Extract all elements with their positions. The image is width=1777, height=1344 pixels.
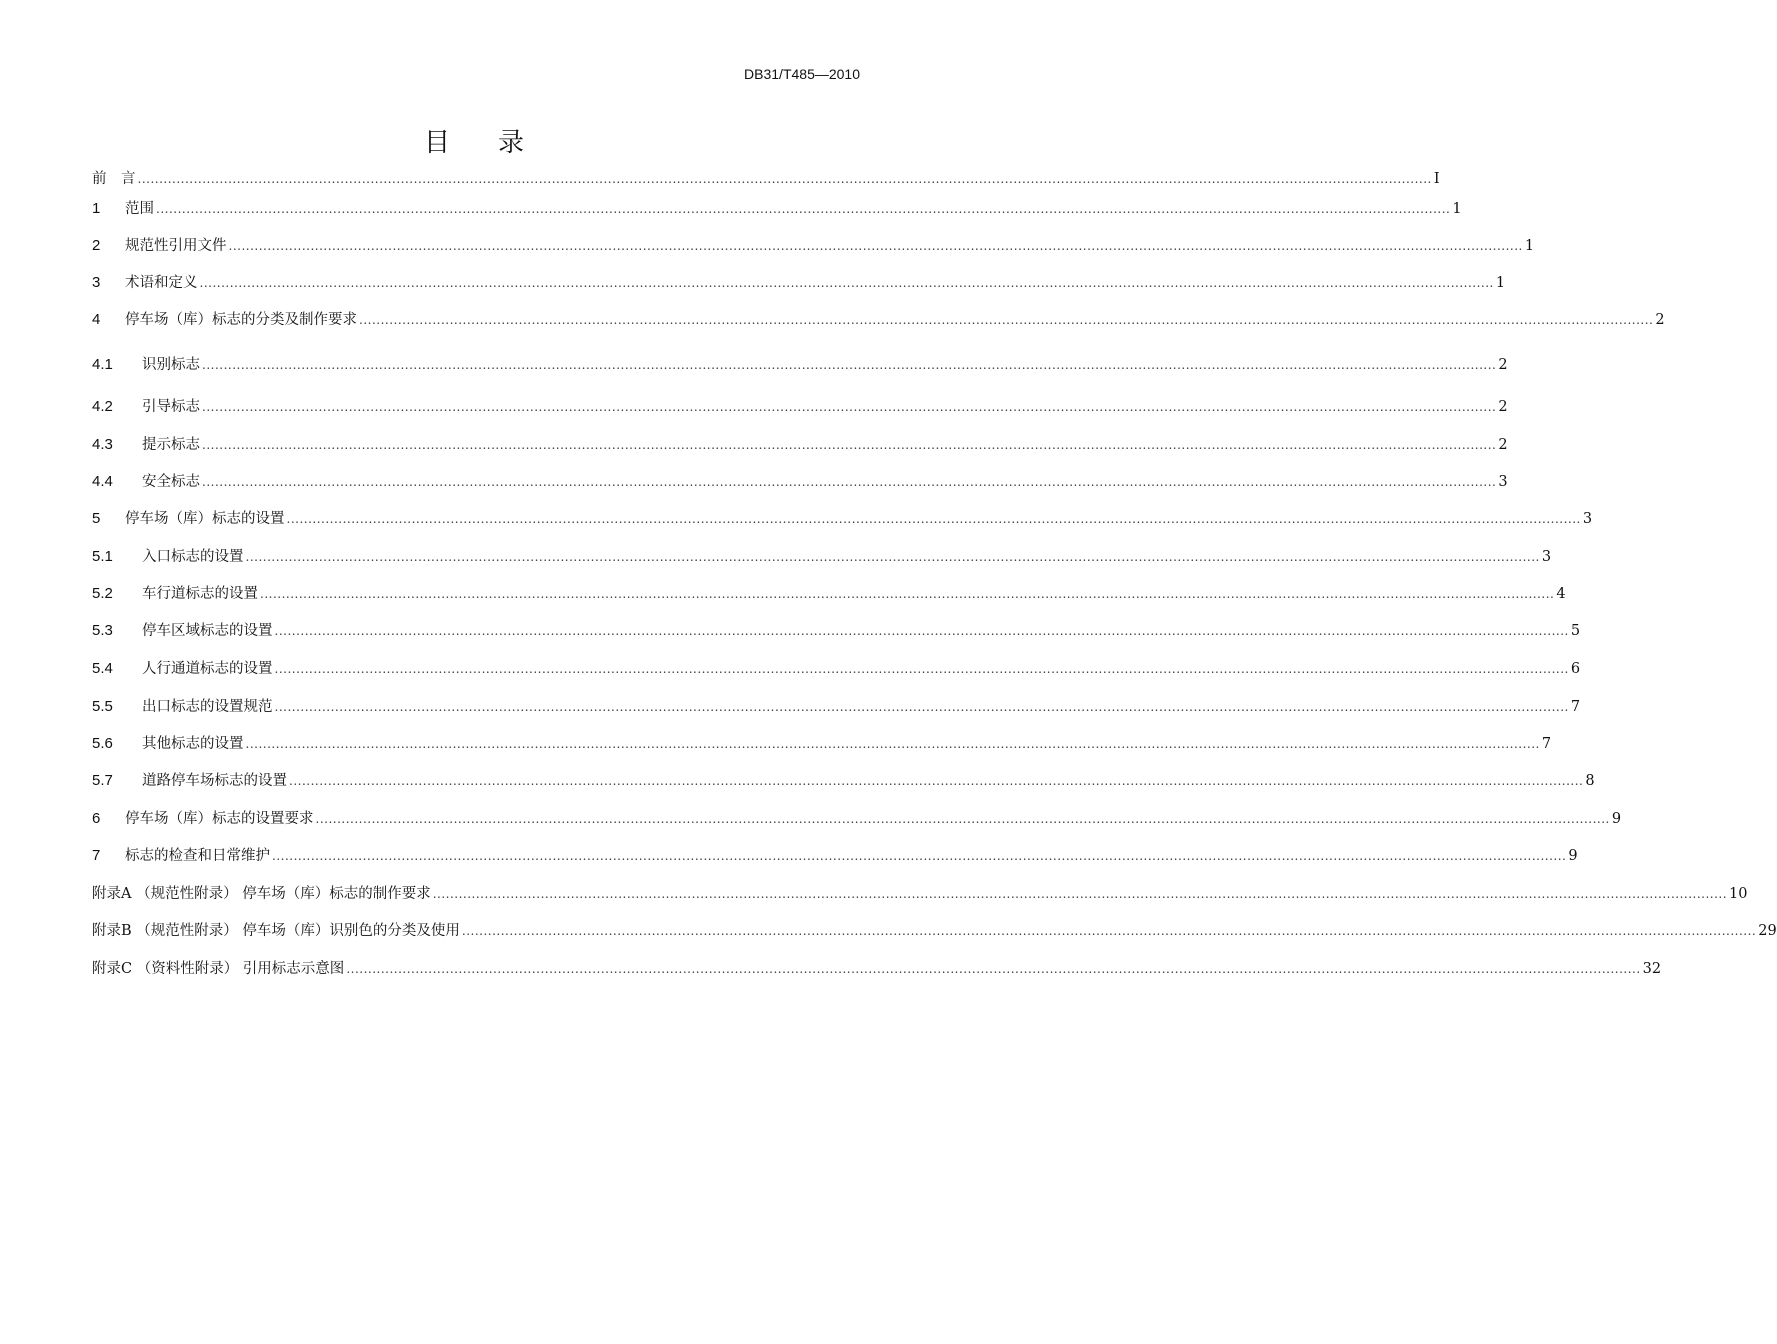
- toc-entry-page: 3: [1498, 474, 1508, 490]
- toc-entry-appendix-b[interactable]: [92, 920, 1777, 942]
- toc-entry-4-1[interactable]: [92, 354, 1508, 376]
- toc-entry-label: 停车场（库）标志的分类及制作要求: [125, 312, 357, 328]
- toc-entry-label: 停车场（库）标志的设置要求: [125, 811, 314, 827]
- toc-entry-page: 3: [1582, 511, 1593, 527]
- toc-leader-dots: ............................................................................................................................................................................................................................................................................................................: [274, 700, 1569, 714]
- toc-entry-foreword[interactable]: [92, 168, 1440, 190]
- toc-entry-label: 附录C （资料性附录） 引用标志示意图: [92, 961, 345, 977]
- toc-entry-number: 5.4: [92, 660, 113, 677]
- toc-entry-3[interactable]: [92, 272, 1506, 294]
- toc-leader-dots: ............................................................................................................................................................................................................................................................................................................: [274, 624, 1569, 638]
- toc-entry-page: 7: [1570, 699, 1581, 715]
- toc-entry-page: 9: [1568, 848, 1578, 864]
- toc-entry-number: 3: [92, 274, 101, 291]
- toc-leader-dots: ............................................................................................................................................................................................................................................................................................................: [346, 962, 1641, 976]
- toc-leader-dots: ............................................................................................................................................................................................................................................................................................................: [315, 812, 1610, 826]
- toc-leader-dots: ............................................................................................................................................................................................................................................................................................................: [272, 849, 1567, 863]
- toc-title-char-2: 录: [498, 128, 527, 158]
- toc-entry-label: 车行道标志的设置: [142, 586, 258, 602]
- toc-entry-number: 5.7: [92, 772, 113, 789]
- toc-entry-7[interactable]: [92, 845, 1578, 867]
- toc-entry-4-4[interactable]: [92, 471, 1508, 493]
- toc-entry-page: 1: [1452, 201, 1462, 217]
- toc-entry-number: 4.3: [92, 436, 113, 453]
- toc-entry-label: 范围: [125, 201, 154, 217]
- toc-entry-appendix-c[interactable]: [92, 958, 1662, 980]
- toc-leader-dots: ............................................................................................................................................................................................................................................................................................................: [202, 358, 1497, 372]
- toc-entry-page: 9: [1611, 811, 1622, 827]
- toc-entry-label: 停车区域标志的设置: [142, 623, 273, 639]
- toc-leader-dots: ............................................................................................................................................................................................................................................................................................................: [199, 276, 1494, 290]
- toc-leader-dots: ............................................................................................................................................................................................................................................................................................................: [245, 737, 1540, 751]
- toc-entry-page: 4: [1556, 586, 1566, 602]
- toc-entry-page: 32: [1642, 961, 1662, 977]
- toc-leader-dots: ............................................................................................................................................................................................................................................................................................................: [461, 924, 1757, 938]
- toc-entry-number: 5.5: [92, 698, 113, 715]
- toc-entry-number: 5.3: [92, 622, 113, 639]
- toc-entry-5-3[interactable]: [92, 620, 1581, 642]
- toc-entry-number: 1: [92, 200, 101, 217]
- toc-entry-5-6[interactable]: [92, 733, 1552, 755]
- toc-entry-4-2[interactable]: [92, 396, 1508, 418]
- toc-entry-page: 2: [1498, 437, 1508, 453]
- toc-title: [0, 122, 950, 159]
- toc-entry-number: 4.4: [92, 473, 113, 490]
- toc-entry-page: 2: [1498, 357, 1508, 373]
- toc-entry-number: 7: [92, 847, 101, 864]
- toc-entry-number: 4: [92, 311, 101, 328]
- toc-entry-label: 规范性引用文件: [125, 238, 227, 254]
- toc-entry-label: 出口标志的设置规范: [142, 699, 273, 715]
- toc-entry-label: 入口标志的设置: [142, 549, 244, 565]
- toc-title-char-1: 目: [423, 128, 452, 158]
- toc-entry-number: 5.1: [92, 548, 113, 565]
- toc-entry-5-2[interactable]: [92, 583, 1566, 605]
- toc-entry-number: 5.2: [92, 585, 113, 602]
- toc-leader-dots: ............................................................................................................................................................................................................................................................................................................: [156, 202, 1451, 216]
- toc-leader-dots: ............................................................................................................................................................................................................................................................................................................: [245, 550, 1540, 564]
- toc-entry-page: 7: [1541, 736, 1552, 752]
- toc-entry-5-1[interactable]: [92, 546, 1552, 568]
- toc-leader-dots: ............................................................................................................................................................................................................................................................................................................: [202, 475, 1497, 489]
- toc-entry-page: 8: [1585, 773, 1595, 789]
- toc-entry-page: 2: [1498, 399, 1508, 415]
- toc-entry-4[interactable]: [92, 309, 1665, 331]
- toc-entry-page: 1: [1495, 275, 1506, 291]
- toc-entry-5-4[interactable]: [92, 658, 1581, 680]
- toc-leader-dots: ............................................................................................................................................................................................................................................................................................................: [260, 587, 1555, 601]
- toc-leader-dots: ............................................................................................................................................................................................................................................................................................................: [289, 774, 1584, 788]
- toc-entry-label: 停车场（库）标志的设置: [125, 511, 285, 527]
- toc-entry-page: 10: [1729, 886, 1748, 902]
- toc-entry-5[interactable]: [92, 508, 1593, 530]
- toc-entry-label: 引导标志: [142, 399, 200, 415]
- toc-entry-5-5[interactable]: [92, 696, 1581, 718]
- toc-entry-label: 术语和定义: [125, 275, 198, 291]
- toc-entry-label: 前 言: [92, 171, 136, 187]
- toc-entry-label: 人行通道标志的设置: [142, 661, 273, 677]
- toc-entry-page: 29: [1758, 923, 1777, 939]
- toc-entry-label: 其他标志的设置: [142, 736, 244, 752]
- toc-leader-dots: ............................................................................................................................................................................................................................................................................................................: [274, 662, 1569, 676]
- document-code: DB31/T485—2010: [744, 66, 860, 82]
- toc-leader-dots: ............................................................................................................................................................................................................................................................................................................: [359, 313, 1654, 327]
- toc-leader-dots: ............................................................................................................................................................................................................................................................................................................: [228, 239, 1523, 253]
- toc-entry-label: 安全标志: [142, 474, 200, 490]
- toc-entry-label: 识别标志: [142, 357, 200, 373]
- toc-leader-dots: ............................................................................................................................................................................................................................................................................................................: [286, 512, 1581, 526]
- toc-entry-label: 道路停车场标志的设置: [142, 773, 287, 789]
- toc-entry-appendix-a[interactable]: [92, 883, 1748, 905]
- toc-leader-dots: ............................................................................................................................................................................................................................................................................................................: [137, 172, 1432, 186]
- toc-entry-2[interactable]: [92, 235, 1535, 257]
- toc-entry-4-3[interactable]: [92, 434, 1508, 456]
- toc-entry-6[interactable]: [92, 808, 1622, 830]
- toc-entry-label: 附录A （规范性附录） 停车场（库）标志的制作要求: [92, 886, 431, 902]
- toc-leader-dots: ............................................................................................................................................................................................................................................................................................................: [202, 438, 1497, 452]
- toc-entry-1[interactable]: [92, 198, 1462, 220]
- toc-entry-number: 6: [92, 810, 101, 827]
- toc-entry-5-7[interactable]: [92, 770, 1595, 792]
- toc-leader-dots: ............................................................................................................................................................................................................................................................................................................: [202, 400, 1497, 414]
- toc-entry-number: 5: [92, 510, 101, 527]
- toc-entry-page: 5: [1570, 623, 1581, 639]
- toc-entry-label: 提示标志: [142, 437, 200, 453]
- toc-entry-number: 4.2: [92, 398, 113, 415]
- toc-entry-label: 标志的检查和日常维护: [125, 848, 270, 864]
- toc-entry-number: 4.1: [92, 356, 113, 373]
- toc-entry-label: 附录B （规范性附录） 停车场（库）识别色的分类及使用: [92, 923, 460, 939]
- toc-entry-number: 5.6: [92, 735, 113, 752]
- toc-entry-page: 1: [1524, 238, 1535, 254]
- toc-entry-page: 6: [1570, 661, 1581, 677]
- toc-entry-number: 2: [92, 237, 101, 254]
- toc-entry-page: I: [1433, 171, 1440, 187]
- toc-leader-dots: ............................................................................................................................................................................................................................................................................................................: [432, 887, 1728, 901]
- toc-entry-page: 3: [1541, 549, 1552, 565]
- toc-entry-page: 2: [1655, 312, 1665, 328]
